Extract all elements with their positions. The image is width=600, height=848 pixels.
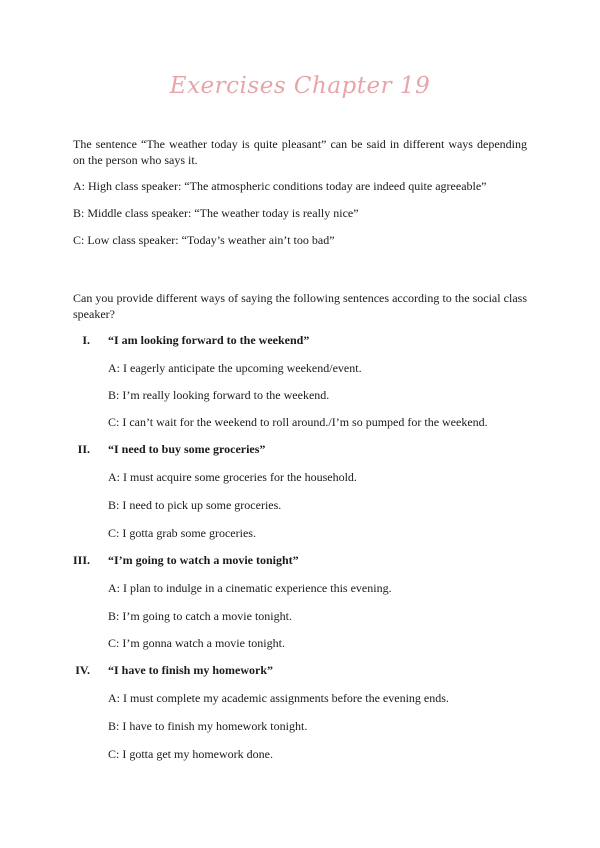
item-prompt: “I’m going to watch a movie tonight” (108, 553, 299, 567)
item-prompt: “I need to buy some groceries” (108, 442, 266, 456)
page-title: Exercises Chapter 19 (169, 73, 431, 99)
answer-a: A: I must complete my academic assignments before the evening ends. (108, 691, 449, 705)
item-prompt: “I have to finish my homework” (108, 663, 274, 677)
item-prompt: “I am looking forward to the weekend” (108, 333, 310, 347)
item-numeral: IV. (75, 663, 90, 677)
answer-c: C: I gotta get my homework done. (108, 747, 273, 761)
answer-b: B: I need to pick up some groceries. (108, 498, 282, 512)
answer-c: C: I gotta grab some groceries. (108, 526, 256, 540)
example-high-class: A: High class speaker: “The atmospheric conditions today are indeed quite agreeable” (73, 179, 487, 193)
answer-b: B: I’m going to catch a movie tonight. (108, 609, 292, 623)
answer-b: B: I have to finish my homework tonight. (108, 719, 308, 733)
item-numeral: II. (77, 442, 90, 456)
answer-a: A: I eagerly anticipate the upcoming weekend/event. (108, 361, 362, 375)
answer-a: A: I must acquire some groceries for the household. (108, 470, 357, 484)
intro-paragraph: The sentence “The weather today is quite pleasant” can be said in different ways depending on the person who says it. (73, 137, 527, 167)
example-low-class: C: Low class speaker: “Today’s weather ain’t too bad” (73, 233, 335, 247)
answer-c: C: I’m gonna watch a movie tonight. (108, 636, 285, 650)
answer-a: A: I plan to indulge in a cinematic experience this evening. (108, 581, 392, 595)
item-numeral: I. (82, 333, 90, 347)
answer-c: C: I can’t wait for the weekend to roll around./I’m so pumped for the weekend. (108, 415, 488, 429)
question-paragraph: Can you provide different ways of saying the following sentences according to the social class speaker? (73, 291, 527, 321)
example-middle-class: B: Middle class speaker: “The weather today is really nice” (73, 206, 359, 220)
answer-b: B: I’m really looking forward to the weekend. (108, 388, 330, 402)
item-numeral: III. (72, 553, 90, 567)
